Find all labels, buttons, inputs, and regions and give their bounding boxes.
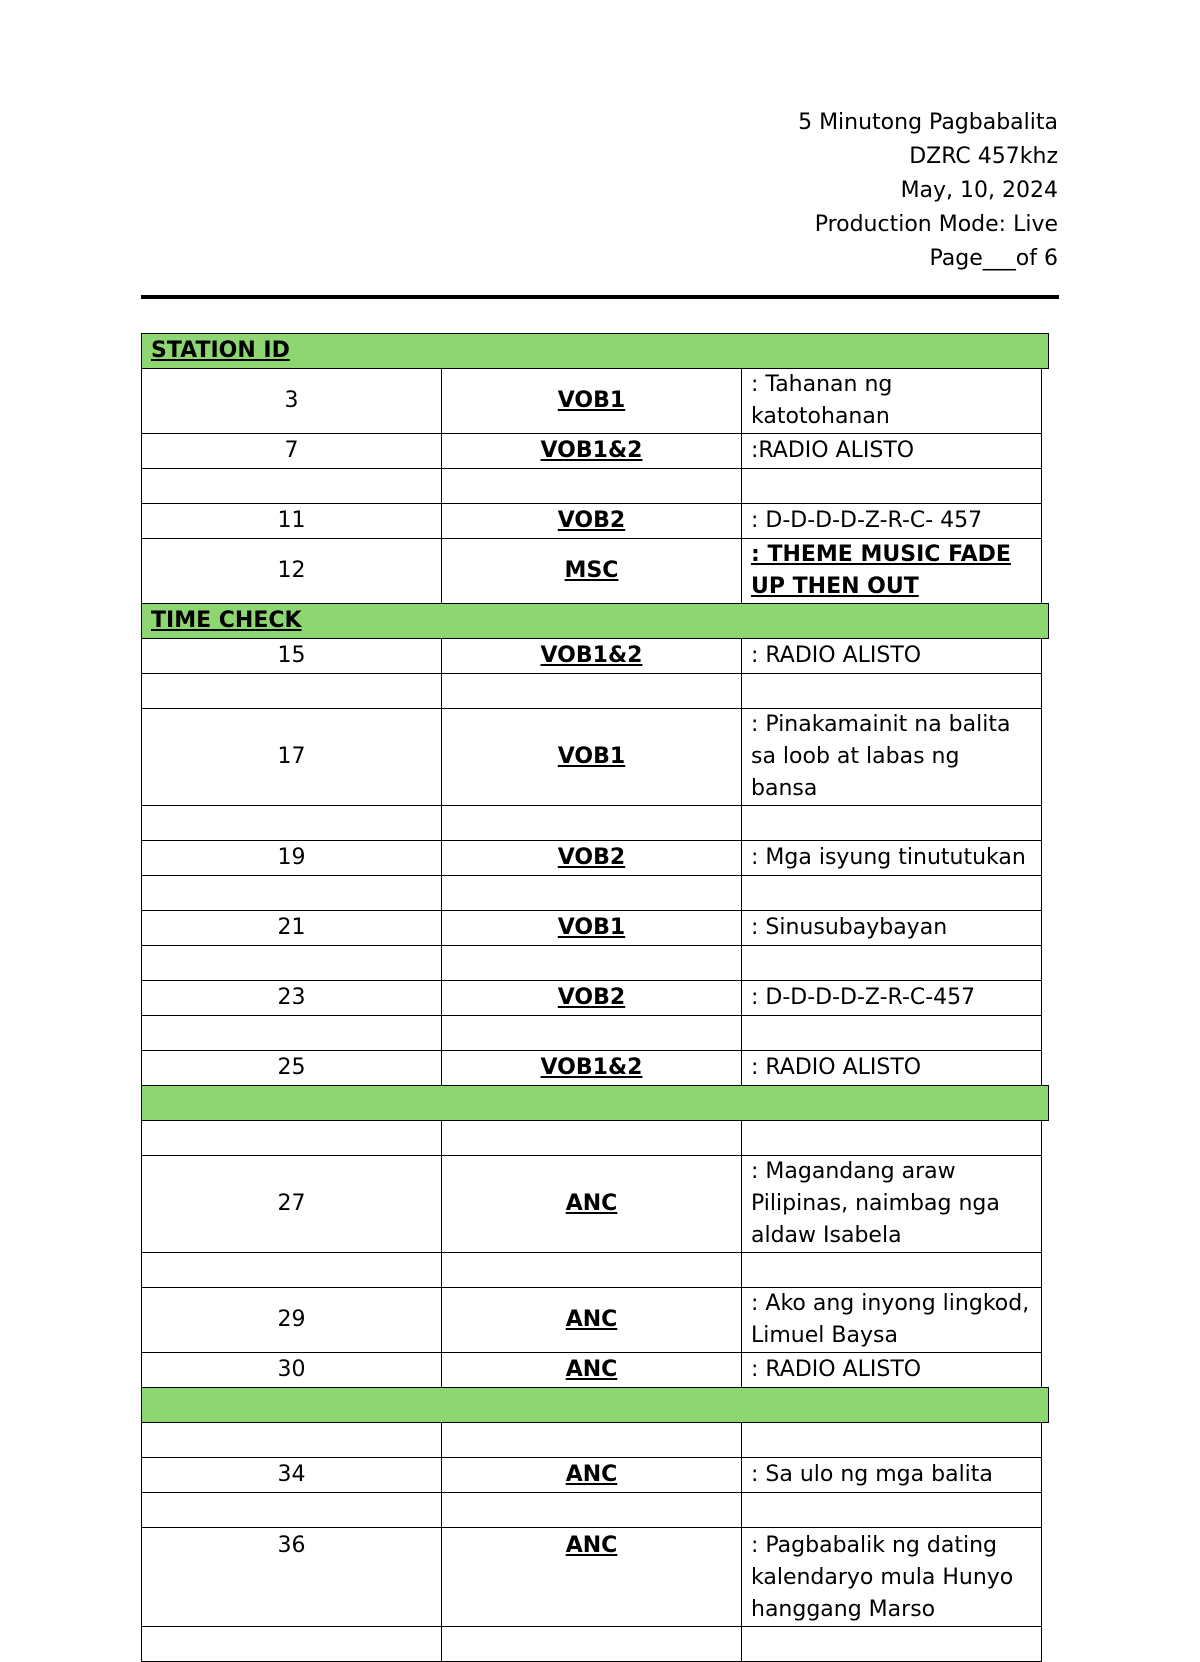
blank-row xyxy=(142,674,1042,709)
script-text xyxy=(742,1016,1042,1051)
speaker-cue: VOB2 xyxy=(442,981,742,1016)
section-header-row xyxy=(142,1388,1042,1423)
speaker-cue: VOB2 xyxy=(442,504,742,539)
line-number: 23 xyxy=(142,981,442,1016)
script-text: : Mga isyung tinututukan xyxy=(742,841,1042,876)
script-line-row xyxy=(142,841,1042,876)
script-line-row xyxy=(142,1353,1042,1388)
script-text: :RADIO ALISTO xyxy=(742,434,1042,469)
section-band-extension xyxy=(1040,1085,1049,1121)
blank-row xyxy=(142,1423,1042,1458)
script-line-row xyxy=(142,1156,1042,1253)
script-text: : Pinakamainit na balita sa loob at labas ng bansa xyxy=(742,709,1042,806)
speaker-cue: VOB1&2 xyxy=(442,434,742,469)
line-number: 7 xyxy=(142,434,442,469)
speaker-cue xyxy=(442,1121,742,1156)
speaker-cue: ANC xyxy=(442,1353,742,1388)
line-number xyxy=(142,1253,442,1288)
speaker-cue: ANC xyxy=(442,1528,742,1627)
program-title: 5 Minutong Pagbabalita xyxy=(798,110,1058,135)
script-text: : Sa ulo ng mga balita xyxy=(742,1458,1042,1493)
speaker-cue xyxy=(442,1627,742,1662)
line-number: 19 xyxy=(142,841,442,876)
speaker-cue xyxy=(442,1423,742,1458)
speaker-cue xyxy=(442,946,742,981)
broadcast-date: May, 10, 2024 xyxy=(900,178,1058,203)
script-text xyxy=(742,1253,1042,1288)
line-number: 17 xyxy=(142,709,442,806)
page-counter: Page___of 6 xyxy=(929,246,1058,271)
speaker-cue xyxy=(442,876,742,911)
speaker-cue xyxy=(442,1253,742,1288)
script-text: : D-D-D-D-Z-R-C-457 xyxy=(742,981,1042,1016)
script-line-row xyxy=(142,639,1042,674)
line-number: 36 xyxy=(142,1528,442,1627)
blank-row xyxy=(142,876,1042,911)
script-text: : Pagbabalik ng dating kalendaryo mula Hunyo hanggang Marso xyxy=(742,1528,1042,1627)
line-number: 21 xyxy=(142,911,442,946)
station-name: DZRC 457khz xyxy=(909,144,1058,169)
speaker-cue: ANC xyxy=(442,1458,742,1493)
script-text xyxy=(742,674,1042,709)
script-line-row xyxy=(142,369,1042,434)
radio-script-table xyxy=(141,333,1042,1662)
script-line-row xyxy=(142,434,1042,469)
section-header-row xyxy=(142,604,1042,639)
script-header xyxy=(798,106,1058,276)
production-mode: Production Mode: Live xyxy=(814,212,1058,237)
section-header-row xyxy=(142,334,1042,369)
line-number: 29 xyxy=(142,1288,442,1353)
speaker-cue: ANC xyxy=(442,1288,742,1353)
speaker-cue: VOB1 xyxy=(442,369,742,434)
line-number xyxy=(142,674,442,709)
script-text: : RADIO ALISTO xyxy=(742,1353,1042,1388)
line-number: 3 xyxy=(142,369,442,434)
speaker-cue xyxy=(442,1493,742,1528)
script-text xyxy=(742,946,1042,981)
speaker-cue xyxy=(442,469,742,504)
speaker-cue xyxy=(442,1016,742,1051)
script-line-row xyxy=(142,504,1042,539)
blank-row xyxy=(142,946,1042,981)
speaker-cue: VOB1 xyxy=(442,911,742,946)
blank-row xyxy=(142,1493,1042,1528)
section-band-extension xyxy=(1040,333,1049,369)
script-text: : Sinusubaybayan xyxy=(742,911,1042,946)
blank-row xyxy=(142,1016,1042,1051)
script-line-row xyxy=(142,539,1042,604)
script-text xyxy=(742,1423,1042,1458)
script-text: : Tahanan ng katotohanan xyxy=(742,369,1042,434)
line-number xyxy=(142,1627,442,1662)
script-line-row xyxy=(142,1051,1042,1086)
blank-row xyxy=(142,806,1042,841)
script-line-row xyxy=(142,911,1042,946)
section-label: STATION ID xyxy=(142,334,1042,369)
line-number: 15 xyxy=(142,639,442,674)
line-number xyxy=(142,1493,442,1528)
script-text: : Ako ang inyong lingkod, Limuel Baysa xyxy=(742,1288,1042,1353)
section-band-extension xyxy=(1040,1387,1049,1423)
script-text: : RADIO ALISTO xyxy=(742,1051,1042,1086)
speaker-cue xyxy=(442,674,742,709)
speaker-cue: VOB1 xyxy=(442,709,742,806)
section-header-row xyxy=(142,1086,1042,1121)
script-line-row xyxy=(142,1528,1042,1627)
line-number: 11 xyxy=(142,504,442,539)
line-number xyxy=(142,1016,442,1051)
script-line-row xyxy=(142,1458,1042,1493)
line-number: 34 xyxy=(142,1458,442,1493)
script-text: : THEME MUSIC FADE UP THEN OUT xyxy=(742,539,1042,604)
script-text xyxy=(742,469,1042,504)
script-line-row xyxy=(142,709,1042,806)
script-line-row xyxy=(142,1288,1042,1353)
blank-row xyxy=(142,469,1042,504)
blank-row xyxy=(142,1253,1042,1288)
section-band-extension xyxy=(1040,603,1049,639)
script-text: : Magandang araw Pilipinas, naimbag nga aldaw Isabela xyxy=(742,1156,1042,1253)
script-text xyxy=(742,1493,1042,1528)
speaker-cue: VOB2 xyxy=(442,841,742,876)
line-number xyxy=(142,946,442,981)
speaker-cue: VOB1&2 xyxy=(442,639,742,674)
line-number xyxy=(142,876,442,911)
script-text: : D-D-D-D-Z-R-C- 457 xyxy=(742,504,1042,539)
script-text xyxy=(742,876,1042,911)
script-text xyxy=(742,806,1042,841)
line-number xyxy=(142,1121,442,1156)
section-label xyxy=(142,1086,1042,1121)
script-text: : RADIO ALISTO xyxy=(742,639,1042,674)
line-number xyxy=(142,1423,442,1458)
line-number: 12 xyxy=(142,539,442,604)
blank-row xyxy=(142,1627,1042,1662)
section-label: TIME CHECK xyxy=(142,604,1042,639)
script-text xyxy=(742,1627,1042,1662)
speaker-cue: MSC xyxy=(442,539,742,604)
line-number: 30 xyxy=(142,1353,442,1388)
blank-row xyxy=(142,1121,1042,1156)
section-label xyxy=(142,1388,1042,1423)
speaker-cue xyxy=(442,806,742,841)
line-number: 27 xyxy=(142,1156,442,1253)
line-number: 25 xyxy=(142,1051,442,1086)
line-number xyxy=(142,806,442,841)
speaker-cue: VOB1&2 xyxy=(442,1051,742,1086)
line-number xyxy=(142,469,442,504)
script-text xyxy=(742,1121,1042,1156)
speaker-cue: ANC xyxy=(442,1156,742,1253)
script-line-row xyxy=(142,981,1042,1016)
header-divider xyxy=(141,295,1059,299)
